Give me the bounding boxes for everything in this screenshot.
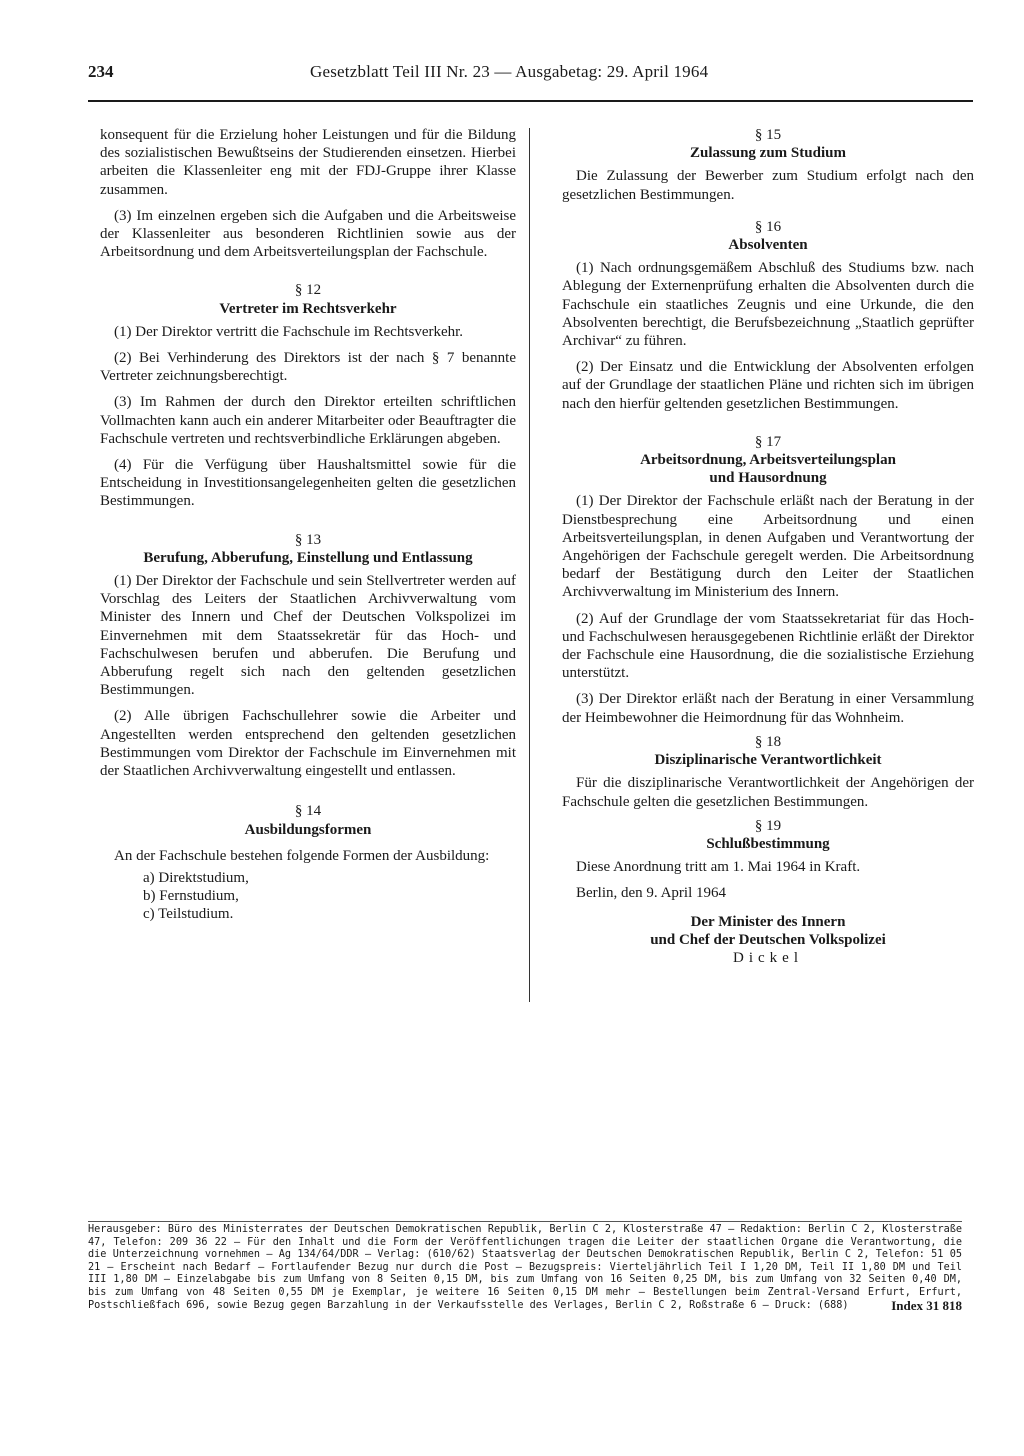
section-number: § 12 bbox=[294, 282, 322, 299]
section-number: § 17 bbox=[754, 433, 782, 450]
paragraph: (2) Auf der Grundlage der vom Staatssekretariat für das Hoch- und Fachschulwesen herausgegebenen Richtlinie erläßt der Direktor der Fachschule eine Hausordnung, die die sozialistische Erziehung unterstützt. bbox=[562, 610, 974, 682]
page-header bbox=[88, 62, 973, 88]
paragraph: (3) Im einzelnen ergeben sich die Aufgaben und die Arbeitsweise der Klassenleiter aus besonderen Richtlinien sowie aus der Arbeitsordnung und dem Arbeitsverteilungsplan der Fachschule. bbox=[100, 207, 516, 261]
paragraph: (2) Alle übrigen Fachschullehrer sowie die Arbeiter und Angestellten werden entsprechend den geltenden gesetzlichen Bestimmungen vom Direktor der Fachschule im Einvernehmen mit der Staatlichen Archivverwaltung eingestellt und entlassen. bbox=[100, 708, 516, 780]
section-title: Disziplinarische Verantwortlichkeit bbox=[654, 752, 882, 769]
section-title: Berufung, Abberufung, Einstellung und Entlassung bbox=[143, 549, 473, 566]
section-title-line2: und Hausordnung bbox=[709, 470, 827, 487]
list-item: a) Direktstudium, bbox=[143, 869, 249, 886]
training-forms-list bbox=[100, 869, 516, 924]
paragraph: Die Zulassung der Bewerber zum Studium erfolgt nach den gesetzlichen Bestimmungen. bbox=[562, 168, 974, 203]
section-title: Zulassung zum Studium bbox=[690, 145, 846, 162]
section-title: Ausbildungsformen bbox=[244, 821, 372, 838]
right-column bbox=[562, 126, 974, 967]
paragraph: (4) Für die Verfügung über Haushaltsmittel sowie für die Entscheidung in Investitionsangelegenheiten gelten die gesetzlichen Bestimmungen. bbox=[100, 457, 516, 510]
place-date: Berlin, den 9. April 1964 bbox=[576, 885, 726, 902]
paragraph: (3) Im Rahmen der durch den Direktor erteilten schriftlichen Vollmachten kann auch ein anderer Mitarbeiter oder Beauftragter die Fachschule vertreten und rechtsverbindliche Erklärungen abgeben. bbox=[100, 394, 516, 447]
paragraph: An der Fachschule bestehen folgende Formen der Ausbildung: bbox=[114, 847, 490, 864]
paragraph: (1) Der Direktor der Fachschule und sein Stellvertreter werden auf Vorschlag des Leiters der Staatlichen Archivverwaltung vom Minister des Innern und Chef der Deutschen Volkspolizei im Einvernehmen mit dem Staatssekretär für das Hoch- und Fachschulwesen berufen und abberufen. Die Berufung und Abberufung regelt sich nach den geltenden gesetzlichen Bestimmungen. bbox=[100, 573, 516, 699]
list-item: c) Teilstudium. bbox=[143, 906, 234, 923]
section-title: Arbeitsordnung, Arbeitsverteilungsplan bbox=[640, 452, 896, 469]
section-number: § 15 bbox=[754, 127, 782, 143]
section-title: Schlußbestimmung bbox=[706, 835, 830, 852]
paragraph: (2) Bei Verhinderung des Direktors ist der nach § 7 benannte Vertreter zeichnungsberechtigt. bbox=[100, 350, 516, 385]
signatory-title-line2: und Chef der Deutschen Volkspolizei bbox=[650, 931, 886, 948]
signatory-name: Dickel bbox=[733, 949, 803, 966]
signatory-title: Der Minister des Innern bbox=[690, 913, 846, 930]
paragraph: (3) Der Direktor erläßt nach der Beratung in einer Versammlung der Heimbewohner die Heimordnung für das Wohnheim. bbox=[562, 691, 974, 726]
header-rule bbox=[88, 100, 973, 102]
list-item: b) Fernstudium, bbox=[143, 888, 239, 905]
imprint bbox=[88, 1221, 962, 1312]
running-head: Gesetzblatt Teil III Nr. 23 — Ausgabetag: 29. April 1964 bbox=[310, 62, 709, 81]
index-number: Index 31 818 bbox=[891, 1297, 962, 1313]
paragraph: (1) Der Direktor der Fachschule erläßt nach der Beratung in der Dienstbesprechung eine Arbeitsordnung und einen Arbeitsverteilungsplan, in denen Aufgaben und Verantwortung der Angehörigen der Fachschule geregelt werden. Die Arbeitsordnung bedarf der Bestätigung durch den Leiter der Staatlichen Archivverwaltung im Ministerium des Innern. bbox=[562, 493, 974, 601]
left-column bbox=[100, 126, 516, 924]
section-number: § 14 bbox=[294, 803, 322, 820]
paragraph: Diese Anordnung tritt am 1. Mai 1964 in Kraft. bbox=[576, 859, 861, 876]
paragraph: konsequent für die Erzielung hoher Leistungen und für die Bildung des sozialistischen Bewußtseins der Studierenden einsetzen. Hierbei arbeiten die Klassenleiter eng mit der FDJ-Gruppe ihrer Klasse zusammen. bbox=[100, 127, 516, 198]
page-number: 234 bbox=[88, 62, 114, 81]
paragraph: (1) Der Direktor vertritt die Fachschule im Rechtsverkehr. bbox=[114, 323, 464, 340]
section-number: § 16 bbox=[754, 218, 782, 235]
section-number: § 18 bbox=[754, 733, 782, 750]
paragraph: (2) Der Einsatz und die Entwicklung der Absolventen erfolgen auf der Grundlage der staatlichen Pläne und richten sich im übrigen nach den hierfür geltenden gesetzlichen Bestimmungen. bbox=[562, 359, 974, 412]
paragraph: Für die disziplinarische Verantwortlichkeit der Angehörigen der Fachschule gelten die gesetzlichen Bestimmungen. bbox=[562, 775, 974, 810]
column-divider bbox=[529, 128, 530, 1002]
paragraph: (1) Nach ordnungsgemäßem Abschluß des Studiums bzw. nach Ablegung der Externenprüfung erhalten die Absolventen durch die Fachschule ein staatliches Zeugnis und eine Urkunde, die den Absolventen berechtigt, die Berufsbezeichnung „Staatlich geprüfter Archivar“ zu führen. bbox=[562, 260, 974, 350]
section-number: § 19 bbox=[754, 817, 782, 834]
section-title: Vertreter im Rechtsverkehr bbox=[219, 300, 397, 317]
imprint-text: Herausgeber: Büro des Ministerrates der Deutschen Demokratischen Republik, Berlin C 2, Klosterstraße 47 – Redaktion: Berlin C 2, Klosterstraße 47, Telefon: 209 36 22 – Für den Inhalt und die Form der Veröffentlichungen tragen die Leiter der staatlichen Organe die Verantwortung, die die Unterzeichnung vornehmen – Ag 134/64/DDR – Verlag: (610/62) Staatsverlag der Deutschen Demokratischen Republik, Berlin C 2, Telefon: 51 05 21 – Erscheint nach Bedarf – Fortlaufender Bezug nur durch die Post – Bezugspreis: Vierteljährlich Teil I 1,20 DM, Teil II 1,80 DM und Teil III 1,80 DM – Einzelabgabe bis zum Umfang von 8 Seiten 0,15 DM, bis zum Umfang von 16 Seiten 0,25 DM, bis zum Umfang von 32 Seiten 0,40 DM, bis zum Umfang von 48 Seiten 0,55 DM je Exemplar, je weitere 16 Seiten 0,15 DM mehr – Bestellungen beim Zentral-Versand Erfurt, Erfurt, Postschließfach 696, sowie Bezug gegen Barzahlung in der Verkaufsstelle des Verlages, Berlin C 2, Roßstraße 6 – Druck: (688) bbox=[88, 1224, 962, 1311]
section-title: Absolventen bbox=[728, 237, 808, 254]
section-number: § 13 bbox=[294, 531, 322, 548]
